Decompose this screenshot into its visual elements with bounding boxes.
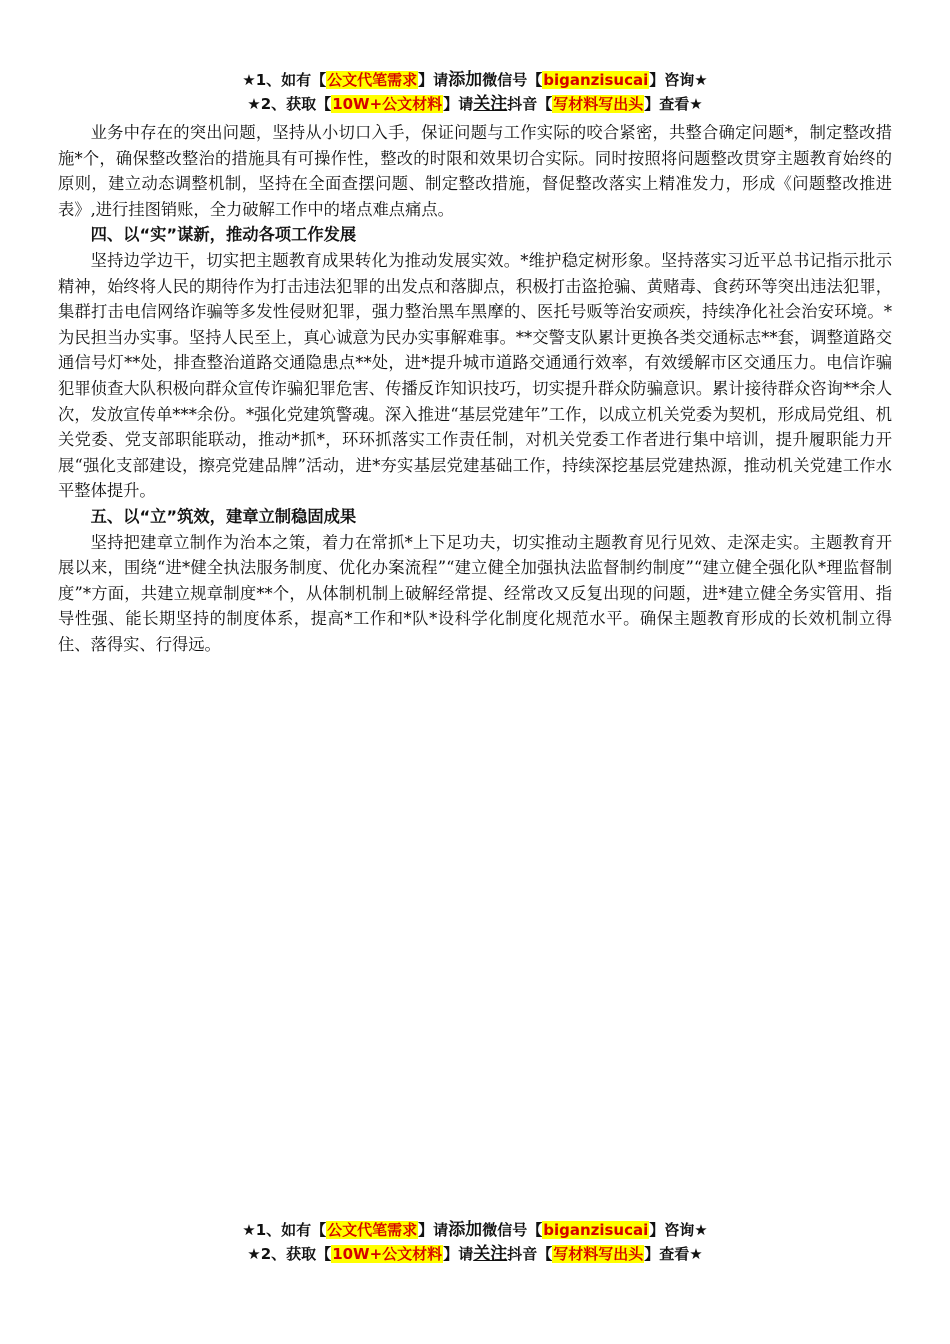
document-body <box>58 120 892 657</box>
douyin-id-highlight: 写材料写出头 <box>553 1245 644 1263</box>
materials-highlight: 10W+公文材料 <box>332 1245 443 1263</box>
banner-line-1: ★1、如有【公文代笔需求】请添加微信号【biganzisucai】咨询★ <box>242 70 708 90</box>
emphasis-add: 添加 <box>448 1220 483 1240</box>
douyin-id-highlight: 写材料写出头 <box>553 95 644 113</box>
wechat-id-highlight: biganzisucai <box>543 71 649 89</box>
emphasis-follow: 关注 <box>473 1244 508 1264</box>
service-highlight: 公文代笔需求 <box>327 71 418 89</box>
paragraph-problem-rectification: 业务中存在的突出问题，坚持从小切口入手，保证问题与工作实际的咬合紧密，共整合确定问题*，制定整改措施*个，确保整改整治的措施具有可操作性，整改的时限和效果切合实际。同时按照将问题整改贯穿主题教育始终的原则，建立动态调整机制，坚持在全面查摆问题、制定整改措施，督促整改落实上精准发力，形成《问题整改推进表》,进行挂图销账，全力破解工作中的堵点难点痛点。 <box>58 123 892 219</box>
footer-line-2: ★2、获取【10W+公文材料】请关注抖音【写材料写出头】查看★ <box>247 1244 703 1264</box>
footer-line-1: ★1、如有【公文代笔需求】请添加微信号【biganzisucai】咨询★ <box>242 1220 708 1240</box>
paragraph-work-development: 坚持边学边干，切实把主题教育成果转化为推动发展实效。*维护稳定树形象。坚持落实习近平总书记指示批示精神，始终将人民的期待作为打击违法犯罪的出发点和落脚点，积极打击盗抢骗、黄赌毒、食药环等突出违法犯罪，集群打击电信网络诈骗等多发性侵财犯罪，强力整治黑车黑摩的、医托号贩等治安顽疾，持续净化社会治安环境。*为民担当办实事。坚持人民至上，真心诚意为民办实事解难事。**交警支队累计更换各类交通标志**套，调整道路交通信号灯**处，排查整治道路交通隐患点**处，进*提升城市道路交通通行效率，有效缓解市区交通压力。电信诈骗犯罪侦查大队积极向群众宣传诈骗犯罪危害、传播反诈知识技巧，切实提升群众防骗意识。累计接待群众咨询**余人次，发放宣传单***余份。*强化党建筑警魂。深入推进“基层党建年”工作，以成立机关党委为契机，形成局党组、机关党委、党支部职能联动，推动*抓*，环环抓落实工作责任制，对机关党委工作者进行集中培训，提升履职能力开展“强化支部建设，擦亮党建品牌”活动，进*夯实基层党建基础工作，持续深挖基层党建热源，推动机关党建工作水平整体提升。 <box>58 250 892 501</box>
emphasis-add: 添加 <box>448 70 483 90</box>
footer-banner <box>0 1218 950 1266</box>
emphasis-follow: 关注 <box>473 94 508 114</box>
header-banner <box>0 68 950 116</box>
banner-line-2: ★2、获取【10W+公文材料】请关注抖音【写材料写出头】查看★ <box>247 94 703 114</box>
materials-highlight: 10W+公文材料 <box>332 95 443 113</box>
paragraph-institution-building: 坚持把建章立制作为治本之策，着力在常抓*上下足功夫，切实推动主题教育见行见效、走深走实。主题教育开展以来，围绕“进*健全执法服务制度、优化办案流程”“建立健全加强执法监督制约制度”“建立健全强化队*理监督制度”*方面，共建立规章制度**个，从体制机制上破解经常提、经常改又反复出现的问题，进*建立健全务实管用、指导性强、能长期坚持的制度体系，提高*工作和*队*设科学化制度化规范水平。确保主题教育形成的长效机制立得住、落得实、行得远。 <box>58 532 892 654</box>
section-heading-4: 四、以“实”谋新，推动各项工作发展 <box>90 225 357 245</box>
wechat-id-highlight: biganzisucai <box>543 1221 649 1239</box>
section-heading-5: 五、以“立”筑效，建章立制稳固成果 <box>90 506 357 526</box>
service-highlight: 公文代笔需求 <box>327 1221 418 1239</box>
